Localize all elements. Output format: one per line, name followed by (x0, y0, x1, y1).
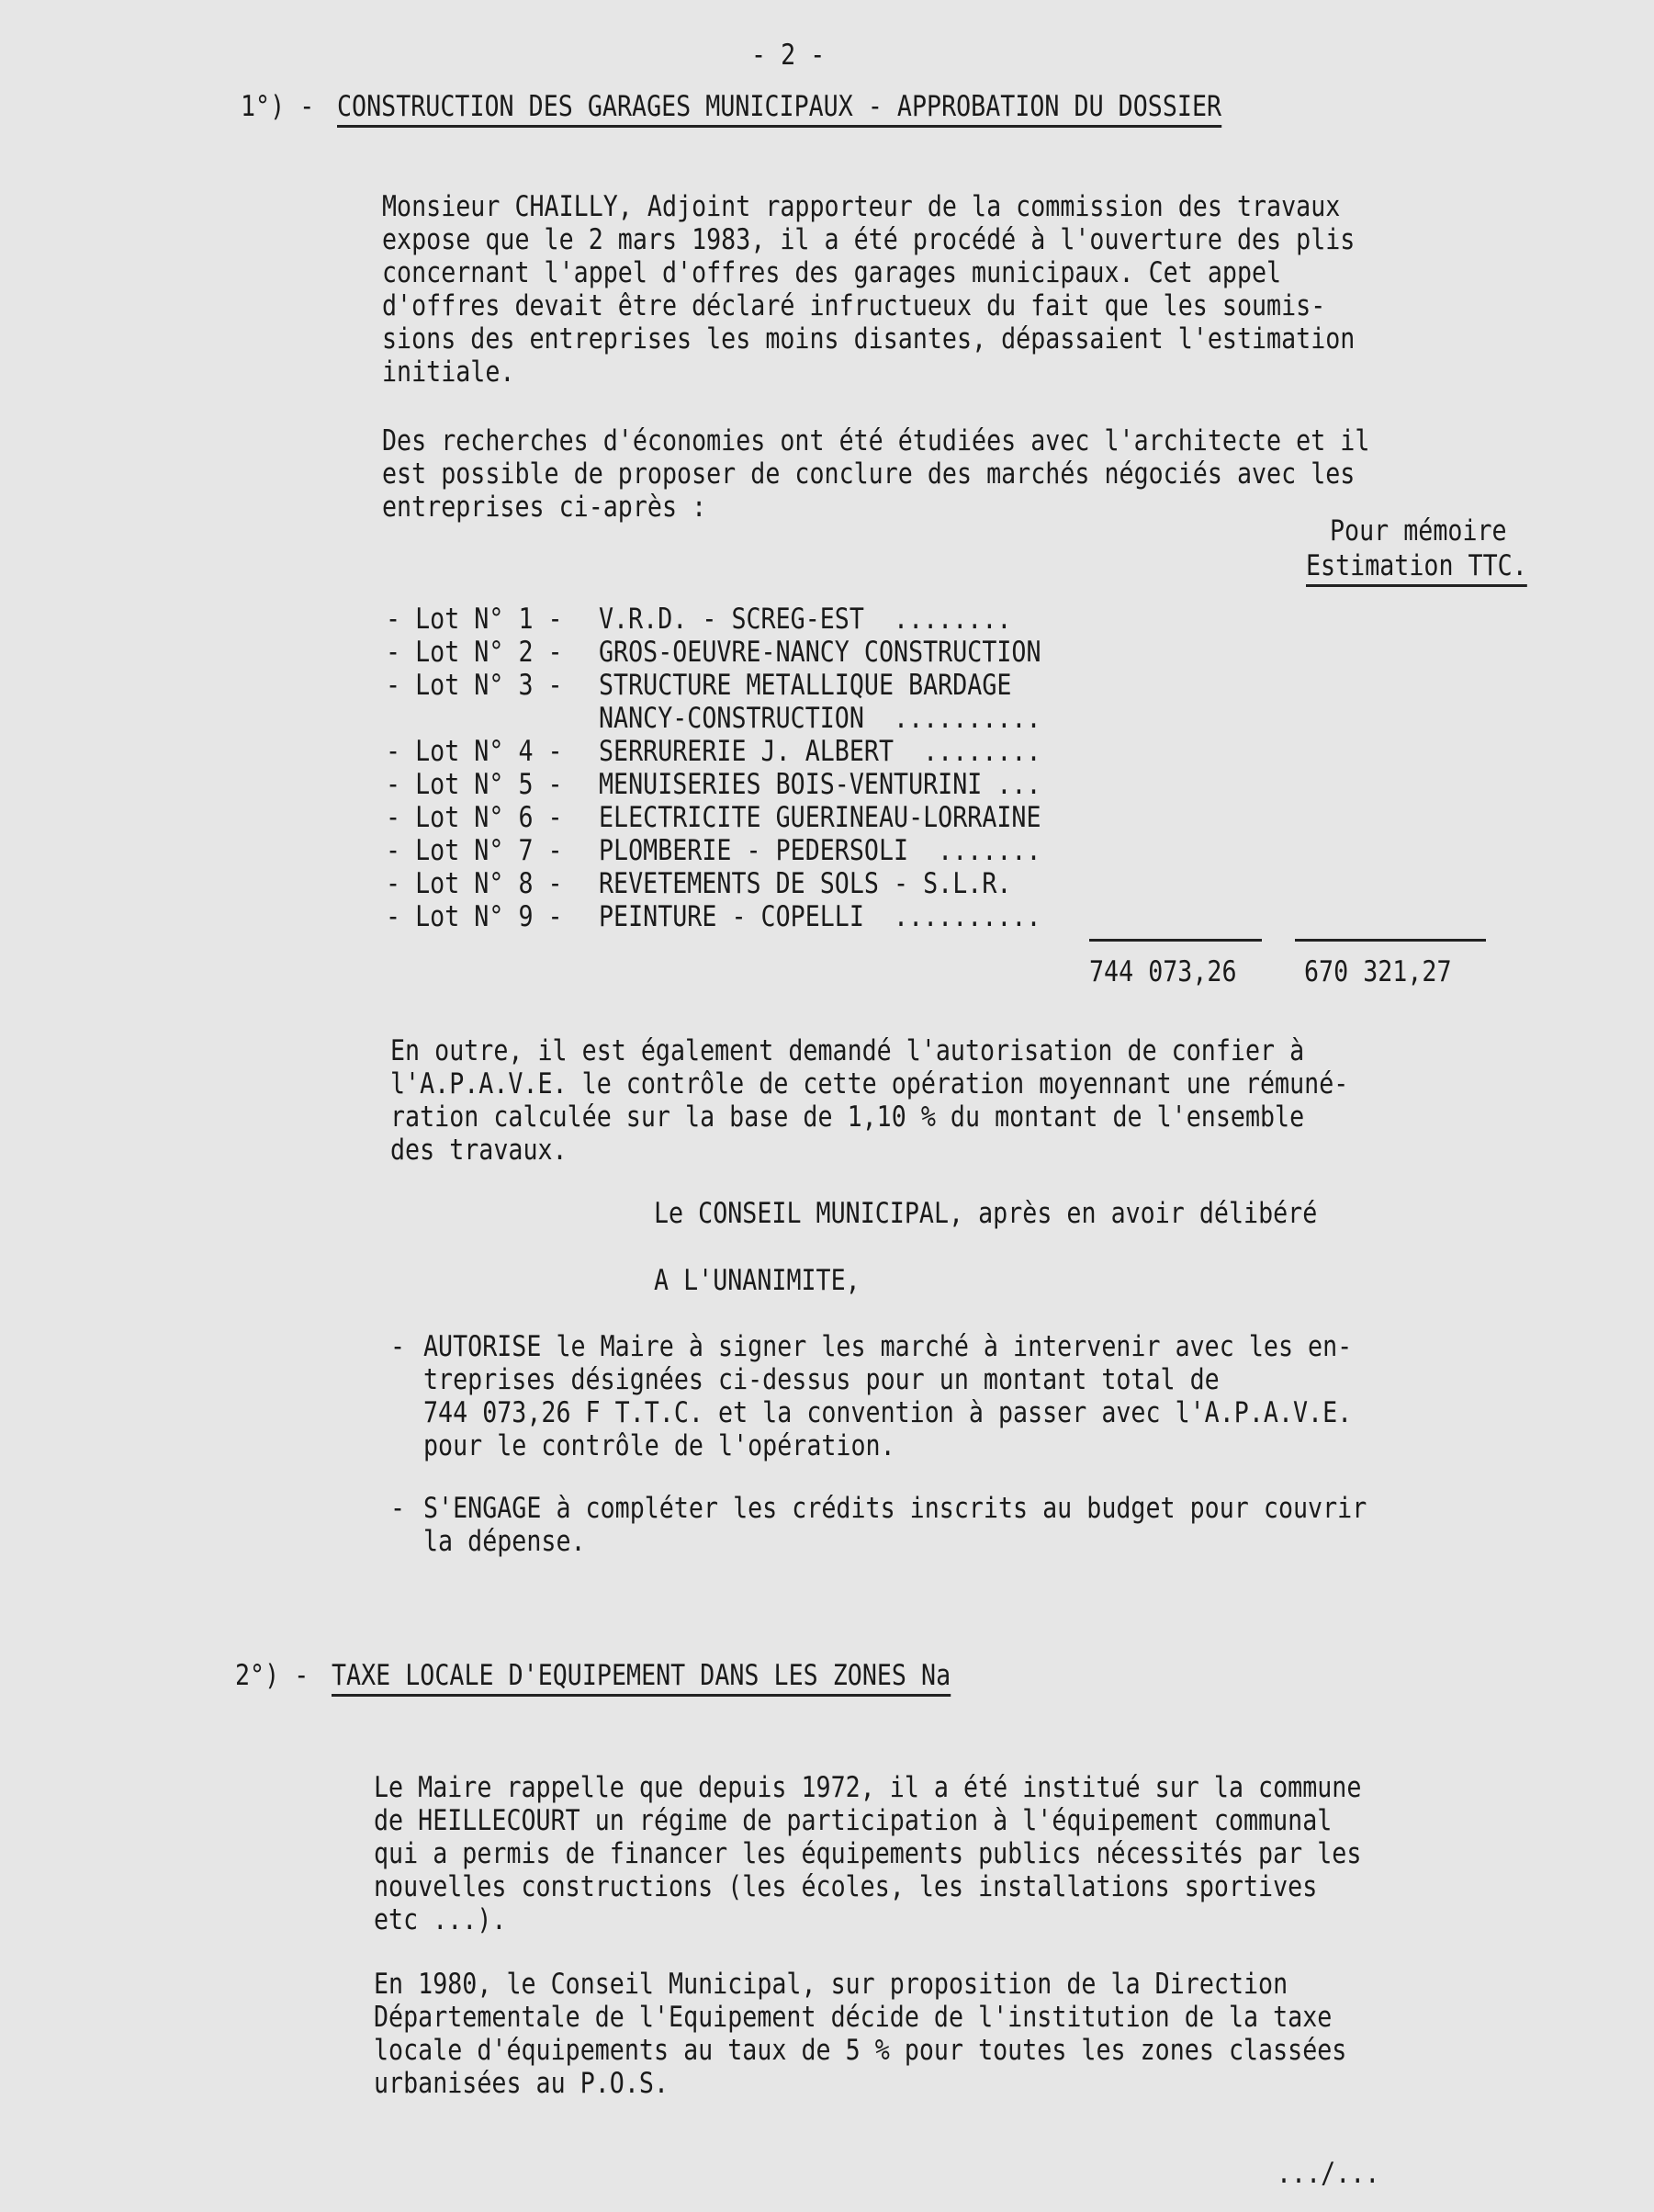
lot-description: SERRURERIE J. ALBERT ........ (599, 735, 1041, 768)
lot-number: - Lot N° 4 - (386, 735, 563, 768)
text-line: nouvelles constructions (les écoles, les installations sportives (374, 1870, 1318, 1903)
vote-line: A L'UNANIMITE, (654, 1264, 861, 1297)
lot-description: MENUISERIES BOIS-VENTURINI ... (599, 768, 1041, 801)
section-2-paragraph-1 (374, 1771, 1361, 1936)
page-number: - 2 - (751, 39, 826, 72)
text-line: etc ...). (374, 1903, 507, 1936)
lot-description: STRUCTURE METALLIQUE BARDAGE (599, 669, 1012, 702)
text-line: qui a permis de financer les équipements publics nécessités par les (374, 1837, 1362, 1870)
text-line: urbanisées au P.O.S. (374, 2067, 669, 2100)
total-estimate: 670 321,27 (1304, 955, 1452, 988)
text-line: initiale. (382, 356, 515, 389)
text-line: est possible de proposer de conclure des marchés négociés avec les (382, 457, 1356, 491)
estimate-total-rule (1295, 939, 1486, 942)
lot-number: - Lot N° 3 - (386, 669, 563, 702)
text-line: AUTORISE le Maire à signer les marché à intervenir avec les en- (423, 1330, 1353, 1363)
text-line: de HEILLECOURT un régime de participation à l'équipement communal (374, 1804, 1333, 1837)
lot-number: - Lot N° 2 - (386, 636, 563, 669)
lot-number: - Lot N° 5 - (386, 768, 563, 801)
lot-number: - Lot N° 8 - (386, 867, 563, 900)
lot-number: - Lot N° 6 - (386, 801, 563, 834)
decision-2 (423, 1492, 1367, 1558)
total-amount: 744 073,26 (1089, 955, 1237, 988)
deliberation-line: Le CONSEIL MUNICIPAL, après en avoir délibéré (654, 1197, 1318, 1230)
text-line: des travaux. (390, 1134, 568, 1167)
text-line: En outre, il est également demandé l'autorisation de confier à (390, 1034, 1305, 1067)
text-line: Le Maire rappelle que depuis 1972, il a été institué sur la commune (374, 1771, 1362, 1804)
lot-description: PEINTURE - COPELLI .......... (599, 900, 1041, 933)
section-2-paragraph-2 (374, 1968, 1346, 2100)
text-line: locale d'équipements au taux de 5 % pour toutes les zones classées (374, 2034, 1347, 2067)
text-line: Départementale de l'Equipement décide de l'institution de la taxe (374, 2001, 1333, 2034)
section-2-number: 2°) - (235, 1659, 309, 1692)
lot-number: - Lot N° 7 - (386, 834, 563, 867)
amount-total-rule (1089, 939, 1262, 942)
section-1-title: CONSTRUCTION DES GARAGES MUNICIPAUX - APPROBATION DU DOSSIER (337, 90, 1221, 128)
text-line: Des recherches d'économies ont été étudiées avec l'architecte et il (382, 424, 1370, 457)
lot-description: REVETEMENTS DE SOLS - S.L.R. (599, 867, 1012, 900)
table-header-estimate: Estimation TTC. (1306, 549, 1527, 587)
text-line: En 1980, le Conseil Municipal, sur proposition de la Direction (374, 1968, 1288, 2001)
lot-number: - Lot N° 1 - (386, 603, 563, 636)
decision-1 (423, 1330, 1352, 1462)
text-line: sions des entreprises les moins disantes, dépassaient l'estimation (382, 322, 1356, 356)
decision-1-bullet: - (390, 1330, 406, 1363)
section-1-paragraph-3 (390, 1034, 1348, 1167)
text-line: l'A.P.A.V.E. le contrôle de cette opération moyennant une rémuné- (390, 1067, 1349, 1100)
continuation-mark: .../... (1277, 2157, 1380, 2190)
table-header-memo: Pour mémoire (1330, 514, 1507, 547)
section-1-number: 1°) - (241, 90, 315, 123)
text-line: d'offres devait être déclaré infructueux du fait que les soumis- (382, 289, 1326, 322)
lot-description: GROS-OEUVRE-NANCY CONSTRUCTION (599, 636, 1041, 669)
text-line: Monsieur CHAILLY, Adjoint rapporteur de la commission des travaux (382, 190, 1341, 223)
section-1-paragraph-2 (382, 424, 1369, 524)
lot-description: V.R.D. - SCREG-EST ........ (599, 603, 1012, 636)
text-line: pour le contrôle de l'opération. (423, 1429, 895, 1462)
text-line: S'ENGAGE à compléter les crédits inscrits au budget pour couvrir (423, 1492, 1367, 1525)
text-line: la dépense. (423, 1525, 586, 1558)
lot-number: - Lot N° 9 - (386, 900, 563, 933)
section-2-title: TAXE LOCALE D'EQUIPEMENT DANS LES ZONES Na (332, 1659, 951, 1697)
text-line: treprises désignées ci-dessus pour un montant total de (423, 1363, 1220, 1396)
text-line: 744 073,26 F T.T.C. et la convention à passer avec l'A.P.A.V.E. (423, 1396, 1353, 1429)
text-line: ration calculée sur la base de 1,10 % du montant de l'ensemble (390, 1100, 1305, 1134)
lot-description: PLOMBERIE - PEDERSOLI ....... (599, 834, 1041, 867)
decision-2-bullet: - (390, 1492, 406, 1525)
section-1-paragraph-1 (382, 190, 1355, 389)
lot-description: ELECTRICITE GUERINEAU-LORRAINE (599, 801, 1041, 834)
text-line: concernant l'appel d'offres des garages municipaux. Cet appel (382, 256, 1282, 289)
lot-description: NANCY-CONSTRUCTION .......... (599, 702, 1041, 735)
totals-row (0, 955, 1452, 988)
text-line: entreprises ci-après : (382, 491, 707, 524)
text-line: expose que le 2 mars 1983, il a été procédé à l'ouverture des plis (382, 223, 1356, 256)
